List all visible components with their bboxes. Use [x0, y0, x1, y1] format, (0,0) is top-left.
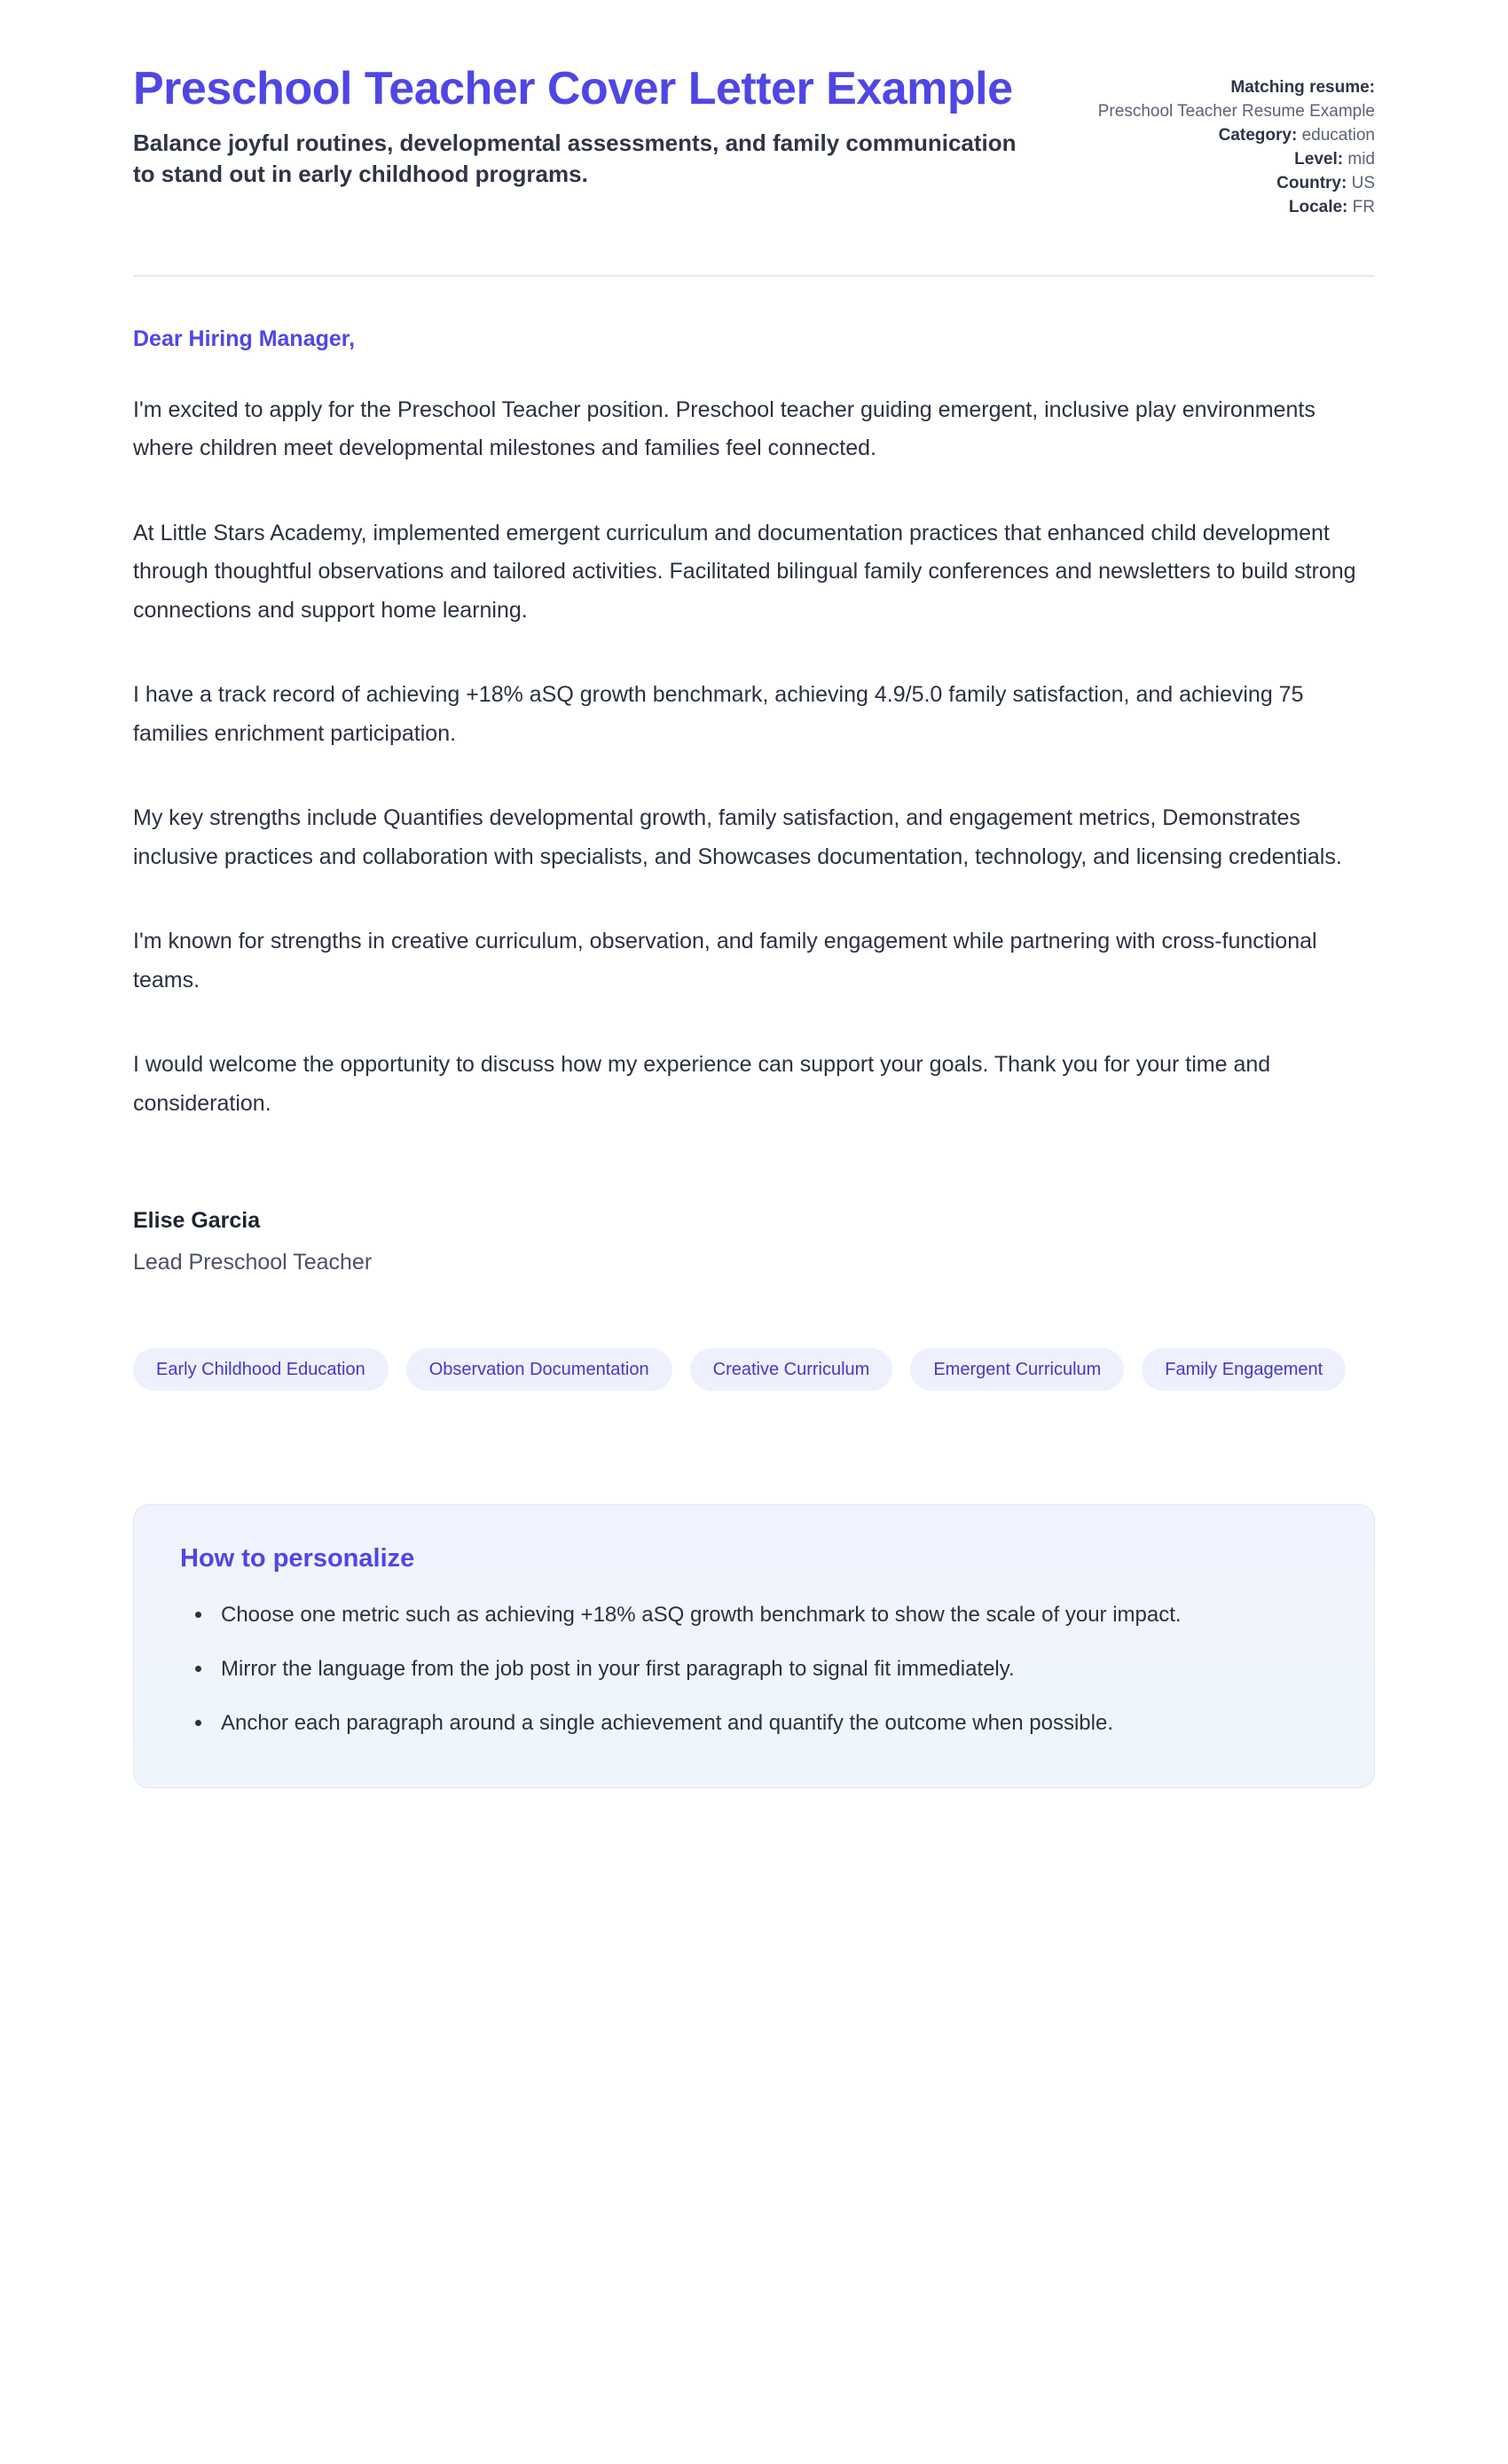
meta-locale-value: FR: [1352, 197, 1375, 216]
meta-country-label: Country:: [1276, 173, 1347, 192]
letter-paragraph: My key strengths include Quantifies developmental growth, family satisfaction, and engagement metrics, Demonstrates inclusive practices and collaboration with specialists, and Showcases documentation, technology, and licensing credentials.: [133, 805, 1342, 869]
meta-category-value: education: [1301, 125, 1375, 145]
letter-paragraph: At Little Stars Academy, implemented emergent curriculum and documentation practices that enhanced child development through thoughtful observations and tailored activities. Facilitated bilingual family conferences and newsletters to build strong connections and support home learning.: [133, 520, 1356, 623]
tips-list-item: • Choose one metric such as achieving +18% aSQ growth benchmark to show the scale of your impact.: [214, 1598, 1328, 1633]
meta-level-label: Level:: [1294, 149, 1344, 169]
letter-paragraph: I have a track record of achieving +18% aSQ growth benchmark, achieving 4.9/5.0 family satisfaction, and achieving 75 families enrichment participation.: [133, 682, 1304, 746]
skill-tag[interactable]: Creative Curriculum: [690, 1348, 893, 1391]
skill-tag[interactable]: Observation Documentation: [406, 1348, 672, 1391]
tips-list-item: • Mirror the language from the job post in your first paragraph to signal fit immediately.: [214, 1652, 1328, 1687]
meta-locale-label: Locale:: [1288, 197, 1348, 216]
letter-salutation: Dear Hiring Manager,: [133, 326, 356, 351]
skill-tag-list: [133, 1348, 1375, 1391]
personalization-tips-card: [133, 1504, 1375, 1788]
meta-category: [1098, 124, 1375, 148]
letter-paragraph: I'm excited to apply for the Preschool Teacher position. Preschool teacher guiding emergent, inclusive play environments where children meet developmental milestones and families feel connected.: [133, 396, 1316, 461]
meta-locale: [1098, 196, 1375, 220]
skill-tag[interactable]: Family Engagement: [1142, 1348, 1346, 1391]
meta-level: [1098, 148, 1375, 172]
header-title-block: [133, 62, 1020, 191]
tips-title: How to personalize: [180, 1544, 415, 1573]
meta-category-label: Category:: [1218, 125, 1298, 145]
meta-matching-resume: [1098, 76, 1375, 124]
cover-letter-body: [133, 277, 1375, 1276]
meta-level-value: mid: [1347, 149, 1375, 169]
tips-list: [180, 1598, 1328, 1741]
document-metadata: [1098, 62, 1375, 220]
meta-country-value: US: [1351, 173, 1375, 192]
skill-tag[interactable]: Emergent Curriculum: [910, 1348, 1124, 1391]
letter-paragraph: I would welcome the opportunity to discuss how my experience can support your goals. Thank you for your time and consideration.: [133, 1052, 1271, 1116]
page-subtitle: Balance joyful routines, developmental assessments, and family communication to stand out in early childhood programs.: [133, 129, 1017, 188]
page-title: Preschool Teacher Cover Letter Example: [133, 63, 1013, 114]
meta-matching-resume-value: Preschool Teacher Resume Example: [1097, 101, 1375, 121]
signature-name: Elise Garcia: [133, 1208, 261, 1234]
document-header: [133, 62, 1375, 277]
tips-list-item: • Anchor each paragraph around a single achievement and quantify the outcome when possible.: [214, 1707, 1328, 1741]
meta-country: [1098, 172, 1375, 196]
letter-paragraph: I'm known for strengths in creative curriculum, observation, and family engagement while partnering with cross-functional teams.: [133, 929, 1317, 993]
skill-tag[interactable]: Early Childhood Education: [133, 1348, 389, 1391]
letter-signature: [133, 1208, 1375, 1275]
signature-role: Lead Preschool Teacher: [133, 1250, 373, 1275]
meta-matching-resume-label: Matching resume:: [1230, 78, 1375, 97]
